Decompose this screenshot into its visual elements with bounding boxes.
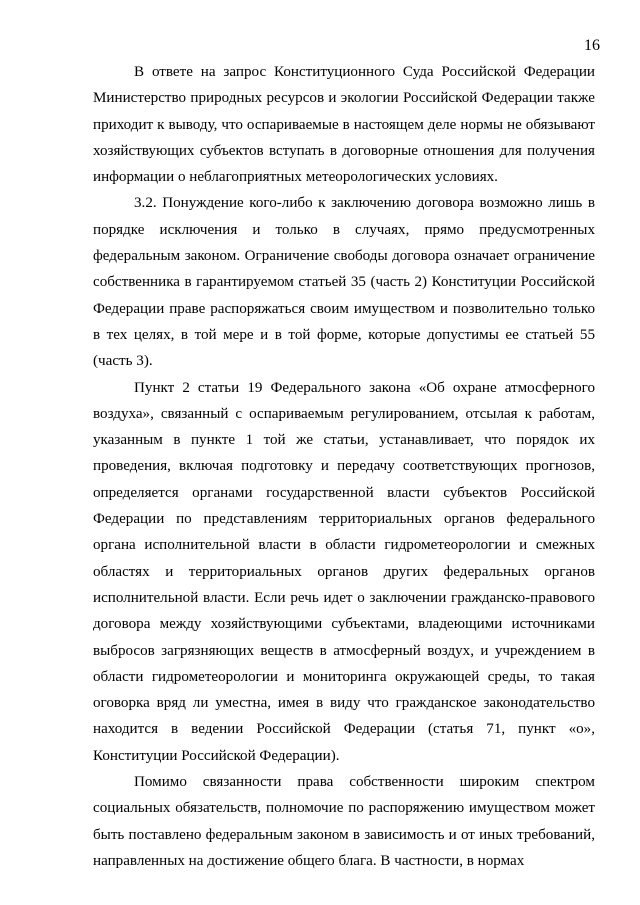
paragraph-property-obligations: Помимо связанности права собственности широким спектром социальных обязательств, полномочие по распоряжению имуществом может быть поставлено федеральным законом в зависимость и от иных требований, направленных на достижение общего блага. В частности, в нормах (93, 774, 595, 869)
page-number: 16 (584, 37, 600, 54)
paragraph-ministry-response: В ответе на запрос Конституционного Суда Российской Федерации Министерство природных ресурсов и экологии Российской Федерации также приходит к выводу, что оспариваемые в настоящем деле нормы не обязывают хозяйствующих субъектов вступать в договорные отношения для получения информации о неблагоприятных метеорологических условиях. (93, 64, 595, 186)
document-body (93, 59, 595, 874)
paragraph-article-19: Пункт 2 статьи 19 Федерального закона «Об охране атмосферного воздуха», связанный с оспариваемым регулированием, отсылая к работам, указанным в пункте 1 той же статьи, устанавливает, что порядок их проведения, включая подготовку и передачу соответствующих прогнозов, определяется органами государственной власти субъектов Российской Федерации по представлениям территориальных органов федерального органа исполнительной власти в области гидрометеорологии и смежных областях и территориальных органов других федеральных органов исполнительной власти. Если речь идет о заключении гражданско-правового договора между хозяйствующими субъектами, владеющими источниками выбросов загрязняющих веществ в атмосферный воздух, и учреждением в области гидрометеорологии и мониторинга окружающей среды, то такая оговорка вряд ли уместна, имея в виду что гражданское законодательство находится в ведении Российской Федерации (статья 71, пункт «о», Конституции Российской Федерации). (93, 379, 595, 764)
paragraph-section-3-2: 3.2. Понуждение кого-либо к заключению договора возможно лишь в порядке исключения и только в случаях, прямо предусмотренных федеральным законом. Ограничение свободы договора означает ограничение собственника в гарантируемом статьей 35 (часть 2) Конституции Российской Федерации праве распоряжаться своим имуществом и позволительно только в тех целях, в той мере и в той форме, которые допустимы ее статьей 55 (часть 3). (93, 195, 595, 370)
